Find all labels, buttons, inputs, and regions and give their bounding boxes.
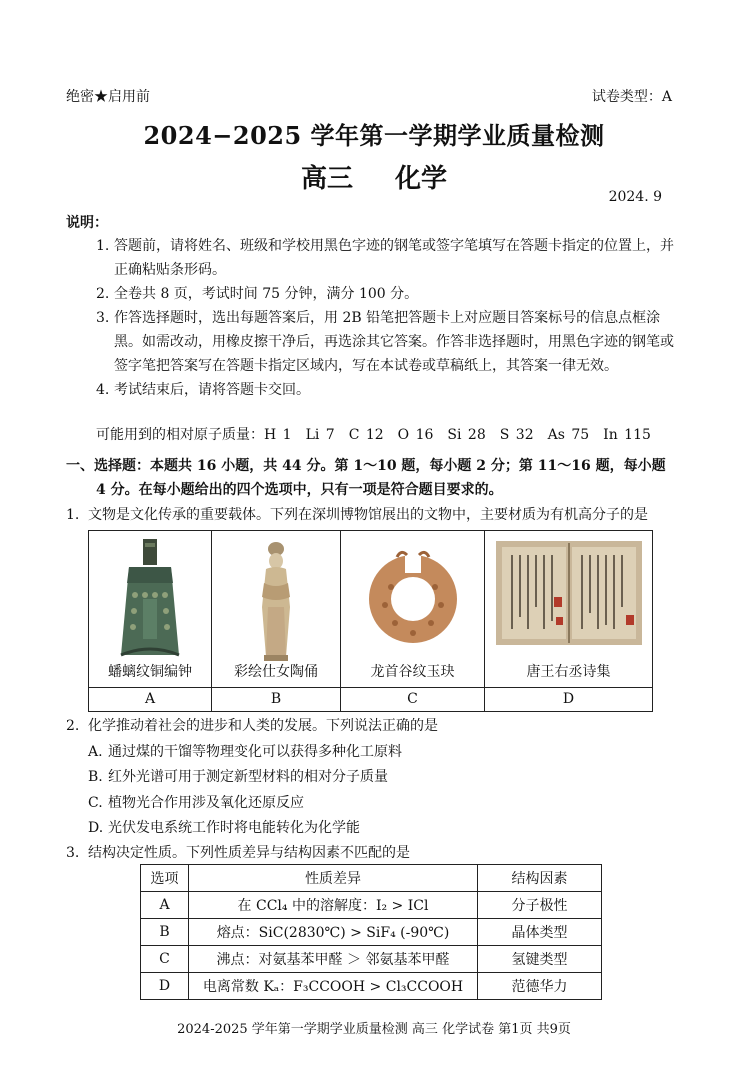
atomic-mass-line: 可能用到的相对原子质量：H 1 Li 7 C 12 O 16 Si 28 S 32 As 75 In 115 bbox=[96, 427, 651, 443]
note-item: 1. 答题前，请将姓名、班级和学校用黑色字迹的钢笔或签字笔填写在答题卡指定的位置上，并正确粘贴条形码。 bbox=[96, 238, 674, 278]
table-row bbox=[141, 892, 602, 919]
question-3-stem: 3. 结构决定性质。下列性质差异与结构因素不匹配的是 bbox=[66, 845, 410, 861]
option-letter: A bbox=[89, 687, 212, 711]
question-2 bbox=[66, 714, 678, 842]
section-heading: 一、选择题：本题共 16 小题，共 44 分。第 1～10 题，每小题 2 分；第 11～16 题，每小题 4 分。在每小题给出的四个选项中，只有一项是符合题目要求的。 bbox=[66, 458, 666, 498]
artifact-bronze-bell bbox=[89, 531, 212, 688]
table-cell: A bbox=[141, 892, 189, 919]
exam-date: 2024. 9 bbox=[608, 189, 662, 205]
table-cell: 沸点：对氨基苯甲醛 ＞ 邻氨基苯甲醛 bbox=[189, 946, 478, 973]
pottery-figure-image bbox=[246, 537, 306, 663]
notes-heading: 说明： bbox=[66, 215, 108, 231]
table-cell: 晶体类型 bbox=[478, 919, 602, 946]
table-cell: 熔点：SiC(2830℃) > SiF₄ (-90℃) bbox=[189, 919, 478, 946]
table-header: 结构因素 bbox=[478, 865, 602, 892]
table-cell: 范德华力 bbox=[478, 973, 602, 1000]
question-2-option: B. 红外光谱可用于测定新型材料的相对分子质量 bbox=[88, 769, 388, 785]
question-2-stem: 2. 化学推动着社会的进步和人类的发展。下列说法正确的是 bbox=[66, 718, 438, 734]
artifact-caption: 蟠螭纹铜编钟 bbox=[108, 663, 192, 680]
artifact-poetry-book bbox=[485, 531, 653, 688]
question-2-option: C. 植物光合作用涉及氧化还原反应 bbox=[88, 794, 304, 811]
table-cell: 分子极性 bbox=[478, 892, 602, 919]
table-cell: 氢键类型 bbox=[478, 946, 602, 973]
question-1-stem: 1. 文物是文化传承的重要载体。下列在深圳博物馆展出的文物中，主要材质为有机高分子的是 bbox=[66, 507, 648, 523]
table-header: 性质差异 bbox=[189, 865, 478, 892]
exam-title: 2024−2025 学年第一学期学业质量检测 bbox=[143, 121, 605, 150]
paper-type: 试卷类型：A bbox=[591, 89, 672, 105]
option-letter: D bbox=[485, 687, 653, 711]
option-letter: B bbox=[212, 687, 341, 711]
note-item: 4. 考试结束后，请将答题卡交回。 bbox=[96, 382, 310, 398]
question-2-option: A. 通过煤的干馏等物理变化可以获得多种化工原料 bbox=[88, 743, 402, 760]
table-row bbox=[141, 919, 602, 946]
artifact-caption: 唐王右丞诗集 bbox=[526, 663, 611, 680]
note-item: 2. 全卷共 8 页，考试时间 75 分钟，满分 100 分。 bbox=[96, 286, 419, 302]
notes-list bbox=[96, 234, 678, 402]
jade-pendant-image bbox=[361, 537, 465, 663]
artifact-pottery-figure bbox=[212, 531, 341, 688]
table-header-row bbox=[141, 865, 602, 892]
bronze-bell-image bbox=[115, 537, 185, 663]
table-row bbox=[141, 946, 602, 973]
subject-label: 化学 bbox=[395, 164, 448, 194]
table-cell: 在 CCl₄ 中的溶解度：I₂ > ICl bbox=[189, 892, 478, 919]
question-1-image-table bbox=[88, 530, 653, 712]
confidential-mark: 绝密★启用前 bbox=[66, 89, 150, 105]
grade-label: 高三 bbox=[300, 164, 353, 194]
table-cell: D bbox=[141, 973, 189, 1000]
table-cell: B bbox=[141, 919, 189, 946]
table-row bbox=[141, 973, 602, 1000]
table-header: 选项 bbox=[141, 865, 189, 892]
note-item: 3. 作答选择题时，选出每题答案后，用 2B 铅笔把答题卡上对应题目答案标号的信息点框涂黑。如需改动，用橡皮擦干净后，再选涂其它答案。作答非选择题时，用黑色字迹的钢笔或签字笔把答案写在答题卡指定区域内，写在本试卷或草稿纸上，其答案一律无效。 bbox=[96, 310, 674, 374]
page-footer: 2024-2025 学年第一学期学业质量检测 高三 化学试卷 第1页 共9页 bbox=[177, 1022, 571, 1037]
artifact-caption: 龙首谷纹玉玦 bbox=[370, 663, 455, 680]
artifact-jade-pendant bbox=[341, 531, 485, 688]
poetry-book-image bbox=[494, 537, 644, 651]
question-3-table bbox=[140, 864, 602, 1000]
option-letter: C bbox=[341, 687, 485, 711]
table-cell: C bbox=[141, 946, 189, 973]
question-2-option: D. 光伏发电系统工作时将电能转化为化学能 bbox=[88, 820, 360, 836]
table-cell: 电离常数 Kₐ：F₃CCOOH > Cl₃CCOOH bbox=[189, 973, 478, 1000]
artifact-caption: 彩绘仕女陶俑 bbox=[234, 663, 318, 680]
